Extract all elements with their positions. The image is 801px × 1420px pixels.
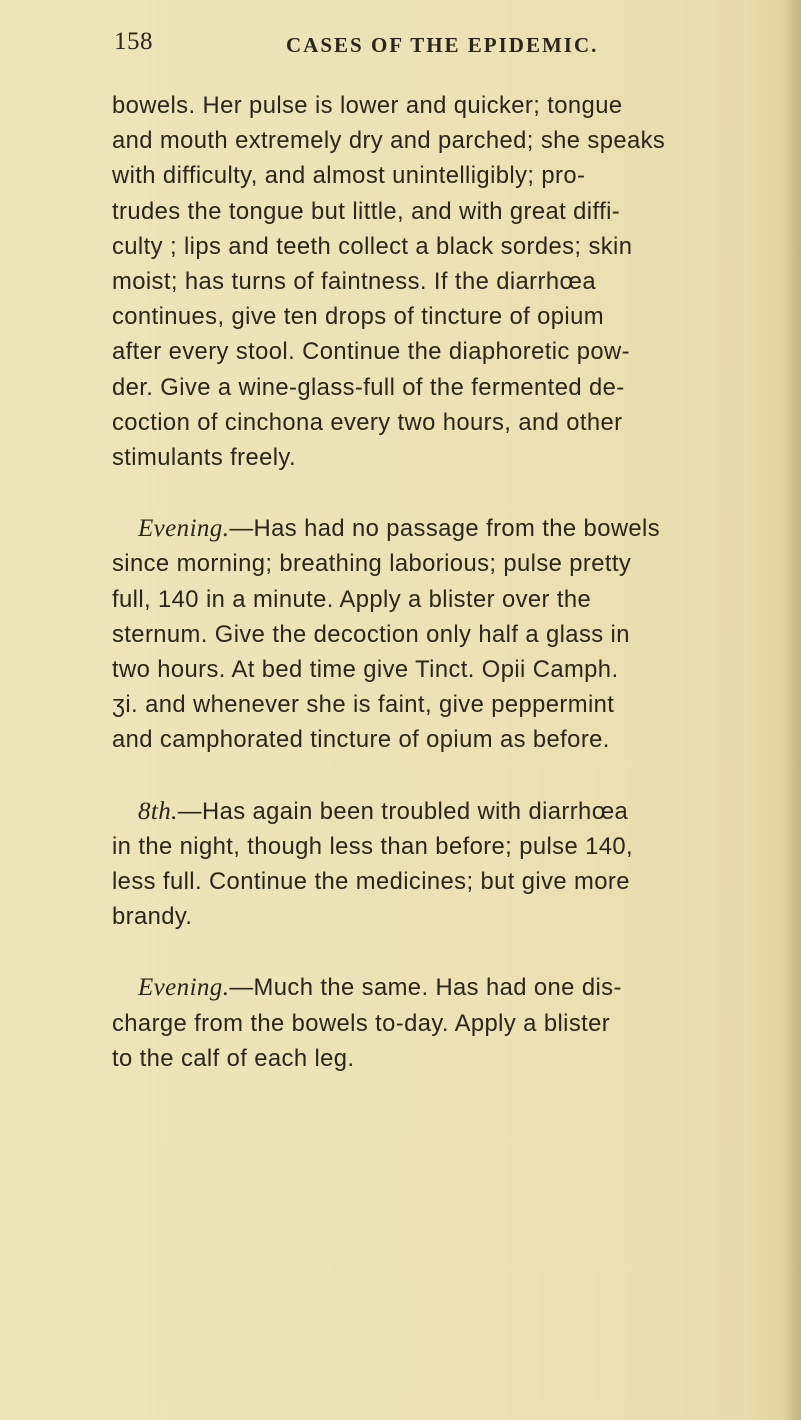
text-line: after every stool. Continue the diaphoretic pow-	[112, 338, 630, 366]
text-line: less full. Continue the medicines; but give more	[112, 868, 630, 896]
entry-lead: Evening.	[138, 974, 230, 1002]
text-line	[112, 511, 732, 546]
text-line: brandy.	[112, 903, 193, 931]
text-line: full, 140 in a minute. Apply a blister over the	[112, 585, 592, 613]
text-line: and camphorated tincture of opium as before.	[112, 726, 610, 754]
entry-lead: Evening.	[138, 515, 230, 543]
text-line: in the night, though less than before; pulse 140,	[112, 832, 634, 860]
entry-lead: 8th.	[138, 797, 178, 825]
page-edge-shadow	[783, 0, 801, 1420]
paragraph-evening-1	[112, 511, 732, 757]
text-line: bowels. Her pulse is lower and quicker; tongue	[112, 92, 623, 119]
text-line: since morning; breathing laborious; pulse pretty	[112, 550, 632, 578]
text-line: sternum. Give the decoction only half a glass in	[112, 620, 630, 648]
text-line: charge from the bowels to-day. Apply a blister	[112, 1009, 611, 1037]
running-head: CASES OF THE EPIDEMIC.	[286, 33, 599, 57]
text-line	[112, 794, 732, 829]
text-line: two hours. At bed time give Tinct. Opii Camph.	[112, 656, 619, 684]
text-line: der. Give a wine-glass-full of the fermented de-	[112, 373, 625, 401]
page-number: 158	[114, 28, 153, 55]
text-line: ʒi. and whenever she is faint, give peppermint	[112, 691, 615, 719]
text-line: coction of cinchona every two hours, and other	[112, 408, 623, 436]
text-line: culty ; lips and teeth collect a black sordes; skin	[112, 232, 633, 260]
paragraph-evening-2	[112, 970, 732, 1076]
body-text	[112, 88, 732, 1112]
text-line: trudes the tongue but little, and with great diffi-	[112, 197, 621, 225]
text-line: moist; has turns of faintness. If the diarrhœa	[112, 268, 596, 296]
text-line: stimulants freely.	[112, 444, 296, 472]
text-line: and mouth extremely dry and parched; she speaks	[112, 127, 666, 155]
text-line: continues, give ten drops of tincture of opium	[112, 303, 604, 331]
entry-text: —Has had no passage from the bowels	[229, 515, 661, 543]
text-line: to the calf of each leg.	[112, 1044, 355, 1072]
paragraph-1	[112, 88, 732, 475]
entry-text: —Has again been troubled with diarrhœa	[177, 797, 629, 825]
paragraph-8th	[112, 794, 732, 935]
text-line	[112, 970, 732, 1005]
page-header	[112, 28, 732, 62]
text-line: with difficulty, and almost unintelligibly; pro-	[112, 162, 586, 190]
entry-text: —Much the same. Has had one dis-	[229, 974, 622, 1002]
